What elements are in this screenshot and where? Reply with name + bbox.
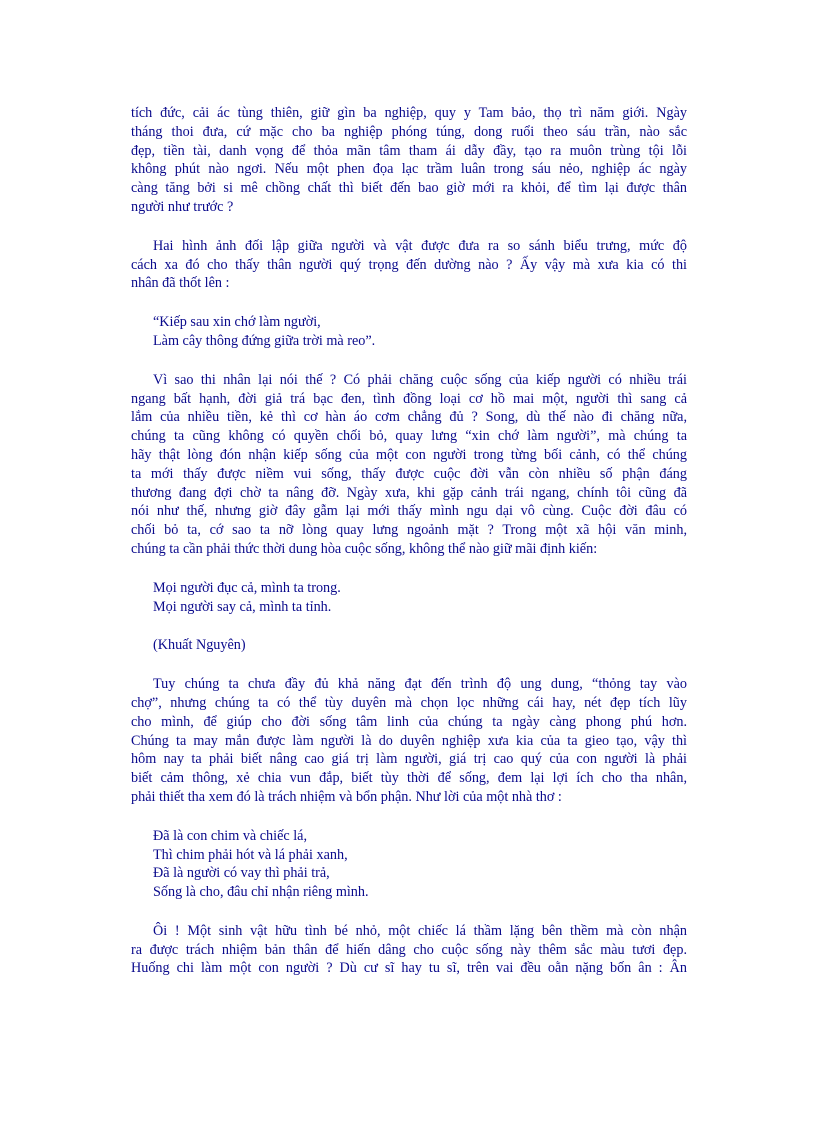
- paragraph-4: [131, 675, 687, 807]
- text-line: tháng thoi đưa, cứ mặc cho ba nghiệp phóng túng, dong ruổi theo sáu trần, nào sắc: [131, 123, 687, 140]
- text-line: chối bỏ ta, cớ sao ta nỡ lòng quay lưng ngoảnh mặt ? Trong một xã hội văn minh,: [131, 522, 687, 539]
- poem-quote-2: [153, 579, 687, 617]
- text-line: ra được trách nhiệm bản thân để hiến dâng cho cuộc sống này thêm sắc màu tươi đẹp.: [131, 941, 687, 958]
- poem-line: Thì chim phải hót và lá phải xanh,: [153, 846, 348, 863]
- quote-attribution: (Khuất Nguyên): [153, 637, 246, 654]
- paragraph-2: [131, 237, 687, 293]
- text-line: Huống chi làm một con người ? Dù cư sĩ hay tu sĩ, trên vai đều oằn nặng bốn ân : Ân: [131, 960, 687, 977]
- text-line: cho mình, để giúp cho đời sống tâm linh của chúng ta ngày càng phong phú hơn.: [131, 713, 687, 730]
- text-line: người như trước ?: [131, 198, 234, 215]
- poem-quote-1: [153, 313, 687, 351]
- text-line: Tuy chúng ta chưa đầy đủ khả năng đạt đến trình độ ung dung, “thỏng tay vào: [153, 676, 687, 693]
- text-line: ngang bất hạnh, đời giả trá bạc đen, tình đồng loại cơ hồ mai một, người thì sang cả: [131, 390, 687, 407]
- poem-line: Đã là con chim và chiếc lá,: [153, 827, 308, 844]
- poem-line: Sống là cho, đâu chỉ nhận riêng mình.: [153, 884, 369, 901]
- poem-quote-3: [153, 827, 687, 902]
- poem-line: Đã là người có vay thì phải trả,: [153, 865, 330, 882]
- poem-line: Làm cây thông đứng giữa trời mà reo”.: [153, 332, 376, 349]
- poem-line: Mọi người say cả, mình ta tỉnh.: [153, 598, 332, 615]
- text-line: nhân đã thốt lên :: [131, 275, 230, 292]
- text-line: hãy thật lòng đón nhận kiếp sống của một con người trong từng bối cảnh, có thể chúng: [131, 446, 687, 463]
- poem-line: “Kiếp sau xin chớ làm người,: [153, 314, 321, 331]
- document-page: [131, 104, 687, 998]
- paragraph-1: [131, 104, 687, 217]
- text-line: phải thiết tha xem đó là trách nhiệm và bổn phận. Như lời của một nhà thơ :: [131, 788, 562, 805]
- text-line: cách xa đó cho thấy thân người quý trọng đến dường nào ? Ấy vậy mà xưa kia có thi: [131, 256, 687, 273]
- text-line: nói như thế, nhưng giờ đây gẫm lại mới thấy mình ngu dại vô cùng. Cuộc đời đâu có: [131, 503, 687, 520]
- text-line: không phút nào ngơi. Nếu một phen đọa lạc trầm luân trong sáu nẻo, nghiệp ác ngày: [131, 161, 687, 178]
- poem-line: Mọi người đục cả, mình ta trong.: [153, 579, 341, 596]
- text-line: tích đức, cải ác tùng thiên, giữ gìn ba nghiệp, quy y Tam bảo, thọ trì năm giới. Ngày: [131, 105, 687, 121]
- text-line: chợ”, nhưng chúng ta có thể tùy duyên mà chọn lọc những cái hay, nét đẹp tích lũy: [131, 694, 687, 711]
- paragraph-5: [131, 922, 687, 978]
- text-line: biết cảm thông, xẻ chia vun đắp, biết tùy thời để sống, đem lại lợi ích cho tha nhân,: [131, 770, 687, 787]
- text-line: Chúng ta may mắn được làm người là do duyên nghiệp xưa kia của ta gieo tạo, vậy thì: [131, 732, 687, 749]
- text-line: Hai hình ảnh đối lập giữa người và vật được đưa ra so sánh biểu trưng, mức độ: [153, 237, 687, 254]
- text-line: Vì sao thi nhân lại nói thế ? Có phải chăng cuộc sống của kiếp người có nhiều trái: [153, 371, 687, 388]
- text-line: ta mới thấy được niềm vui sống, thấy được cuộc đời vẫn còn nhiều số phận đáng: [131, 465, 687, 482]
- text-line: chúng ta cũng không có quyền chối bỏ, quay lưng “xin chớ làm người”, mà chúng ta: [131, 428, 687, 445]
- text-line: đẹp, tiền tài, danh vọng để thỏa mãn tâm tham ái dẫy đầy, tạo ra muôn trùng tội lỗi: [131, 142, 687, 159]
- text-line: hôm nay ta phải biết nâng cao giá trị làm người, giá trị cao quý của con người là phải: [131, 751, 687, 768]
- text-line: càng tăng bởi si mê chồng chất thì biết đến bao giờ mới ra khỏi, để tìm lại được thân: [131, 180, 687, 197]
- text-line: chúng ta cần phải thức thời dung hòa cuộc sống, không thể nào giữ mãi định kiến:: [131, 540, 598, 557]
- text-line: Ôi ! Một sinh vật hữu tình bé nhỏ, một chiếc lá thầm lặng bên thềm mà còn nhận: [153, 922, 687, 939]
- text-line: lắm của nhiều tiền, kẻ thì cơ hàn áo cơm chẳng đủ ? Song, dù thế nào đi chăng nữa,: [131, 409, 687, 426]
- paragraph-3: [131, 371, 687, 559]
- text-line: thương đang đợi chờ ta nâng đỡ. Ngày xưa, khi gặp cảnh trái ngang, chính tôi cũng đã: [131, 484, 687, 501]
